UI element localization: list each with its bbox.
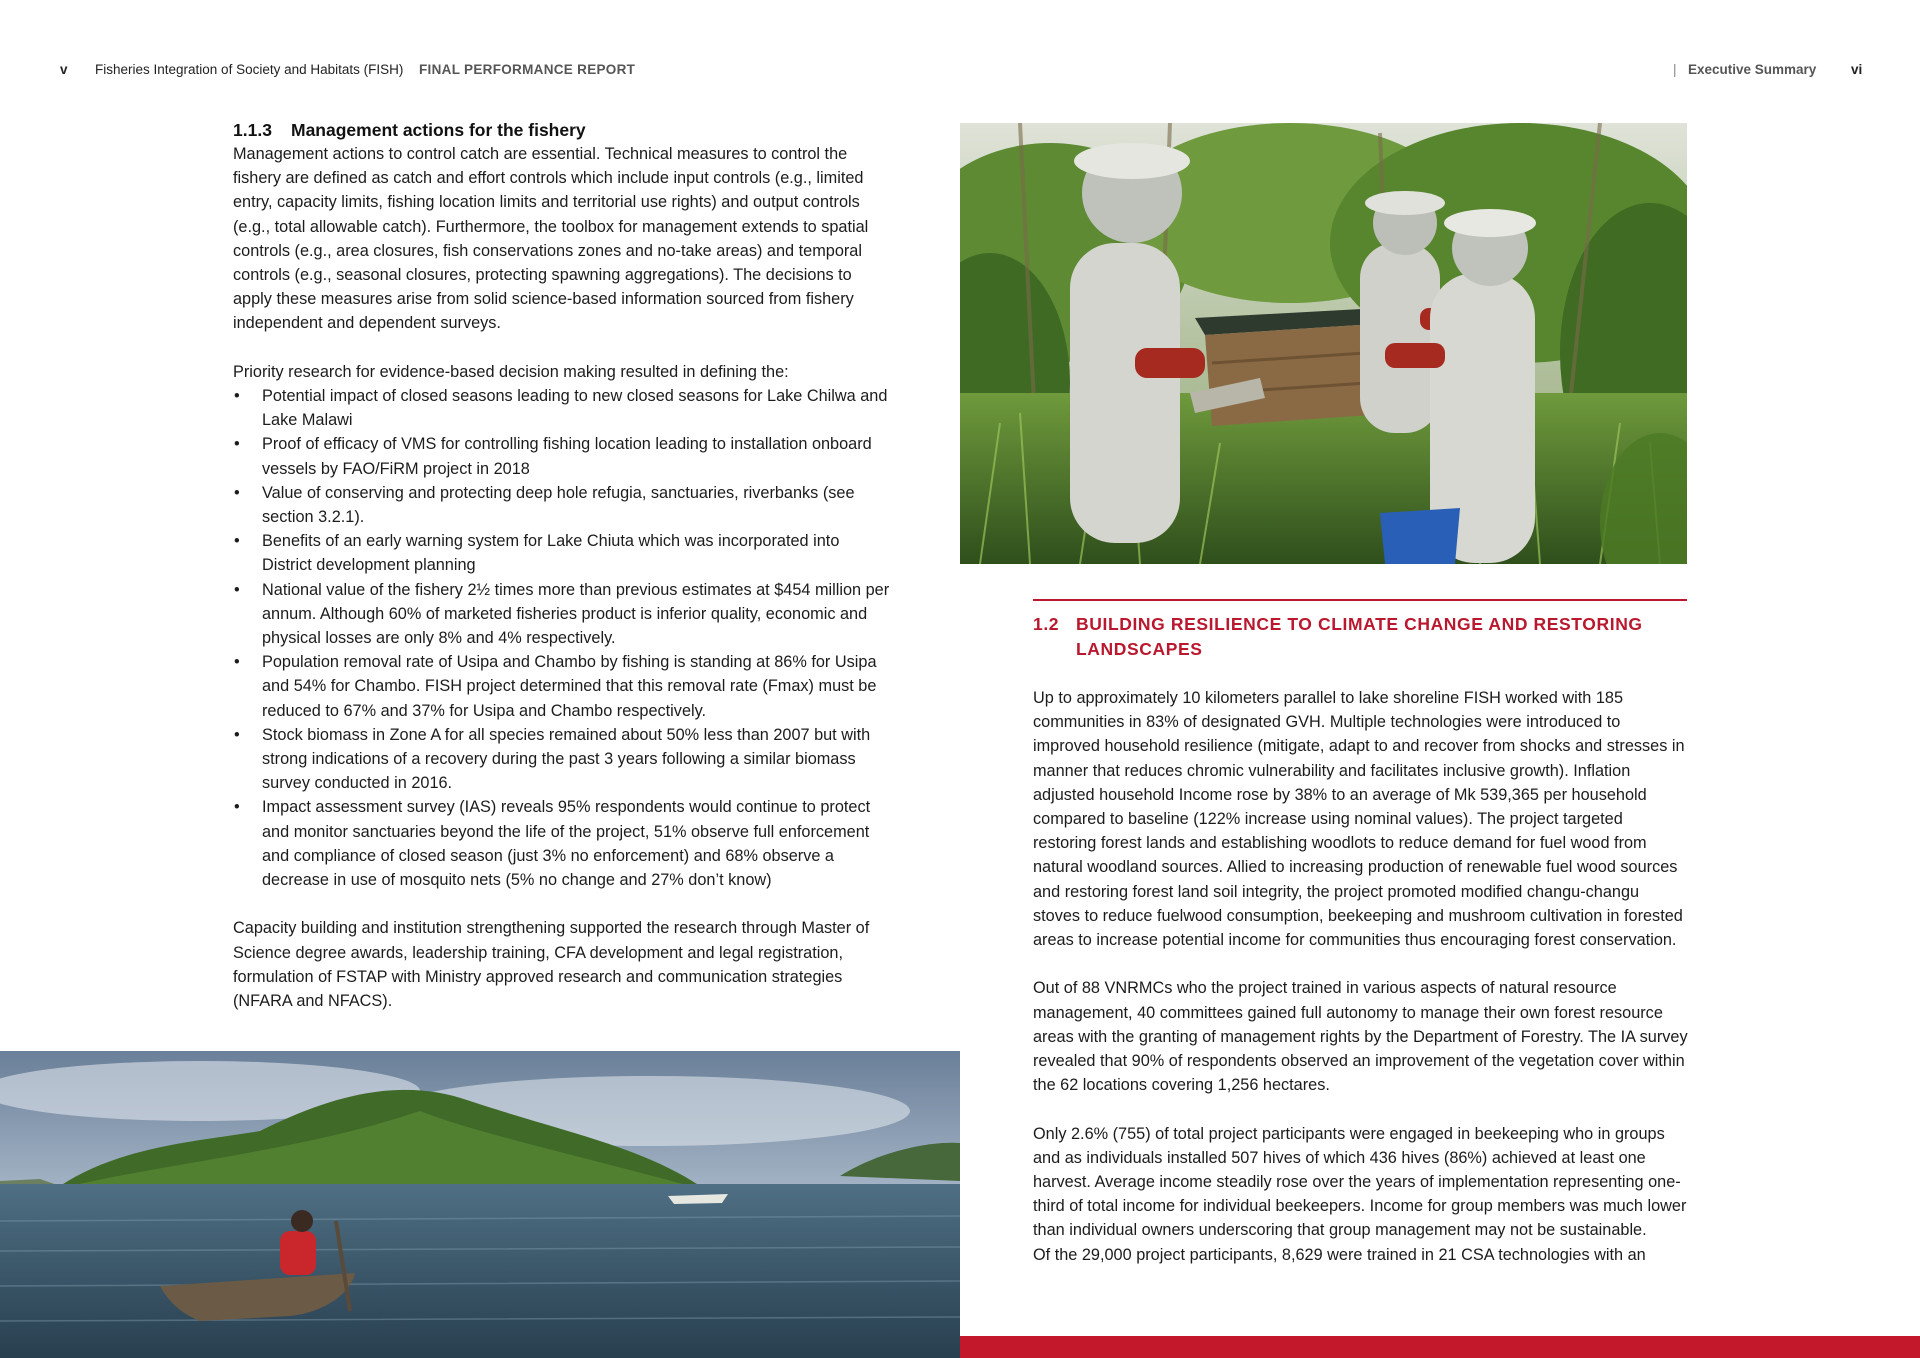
left-column <box>233 118 893 1013</box>
section-number: 1.2 <box>1033 614 1060 634</box>
paragraph-vnrmcs: Out of 88 VNRMCs who the project trained in various aspects of natural resource management, 40 committees gained full autonomy to manage their own forest resource areas with the granting of management rights by the Department of Forestry. The IA survey revealed that 90% of respondents observed an improvement of the vegetation cover within the 62 locations covering 1,256 hectares. <box>1033 979 1688 1095</box>
paragraph-beekeeping: Only 2.6% (755) of total project participants were engaged in beekeeping who in groups and as individuals installed 507 hives of which 436 hives (86%) achieved at least one harvest. Average income steadily rose over the years of implementation representing one-third of total income for individual beekeepers. Income for group members was much lower than individual owners underscoring that group management may not be sustainable. <box>1033 1124 1687 1240</box>
bullet-item: • National value of the fishery 2½ times more than previous estimates at $454 million per annum. Although 60% of marketed fisheries product is inferior quality, economic and physical losses are only 8% and 4% respectively. <box>233 578 893 651</box>
header-separator: | <box>1673 62 1677 77</box>
paragraph-capacity-building: Capacity building and institution strengthening supported the research through Master of Science degree awards, leadership training, CFA development and legal registration, formulation of FSTAP with Ministry approved research and communication strategies (NFARA and NFACS). <box>233 919 870 1011</box>
bullet-item: • Value of conserving and protecting deep hole refugia, sanctuaries, riverbanks (see section 3.2.1). <box>233 481 893 529</box>
section-heading-1-1-3 <box>233 118 893 142</box>
bullet-item: • Proof of efficacy of VMS for controlling fishing location leading to installation onboard vessels by FAO/FiRM project in 2018 <box>233 432 893 480</box>
bullet-item: • Stock biomass in Zone A for all species remained about 50% less than 2007 but with strong indications of a recovery during the past 3 years following a similar biomass survey conducted in 2016. <box>233 723 893 796</box>
research-bullet-list <box>233 384 893 892</box>
paragraph-resilience: Up to approximately 10 kilometers parallel to lake shoreline FISH worked with 185 communities in 83% of designated GVH. Multiple technologies were introduced to improved household resilience (mitigate, adapt to and recover from shocks and stresses in manner that reduces chromic vulnerability and facilitates inclusive growth). Inflation adjusted household Income rose by 38% to an average of Mk 539,365 per household compared to baseline (122% increase using nominal values). The project targeted restoring forest lands and establishing woodlots to reduce demand for fuel wood from natural woodland sources. Allied to increasing production of renewable fuel wood sources and restoring forest land soil integrity, the project promoted modified changu-changu stoves to reduce fuelwood consumption, beekeeping and mushroom cultivation in forested areas to increase potential income for communities thus encouraging forest conservation. <box>1033 689 1685 950</box>
bullet-item: • Impact assessment survey (IAS) reveals 95% respondents would continue to protect and monitor sanctuaries beyond the life of the project, 51% observe full enforcement and compliance of closed season (just 3% no enforcement) and 68% observe a decrease in use of mosquito nets (5% no change and 27% don’t know) <box>233 795 893 892</box>
section-heading-1-2 <box>1033 612 1693 662</box>
bullet-item: • Population removal rate of Usipa and Chambo by fishing is standing at 86% for Usipa and 54% for Chambo. FISH project determined that this removal rate (Fmax) must be reduced to 67% and 37% for Usipa and Chambo respectively. <box>233 650 893 723</box>
bullet-item: • Benefits of an early warning system for Lake Chiuta which was incorporated into District development planning <box>233 529 893 577</box>
paragraph-csa-technologies: Of the 29,000 project participants, 8,629 were trained in 21 CSA technologies with an <box>1033 1245 1646 1264</box>
footer-accent-bar <box>960 1336 1920 1358</box>
paragraph-management-actions: Management actions to control catch are essential. Technical measures to control the fishery are defined as catch and effort controls which include input controls (e.g., limited entry, capacity limits, fishing location limits and territorial use rights) and output controls (e.g., total allowable catch). Furthermore, the toolbox for management extends to spatial controls (e.g., area closures, fish conservations zones and no-take areas) and temporal controls (e.g., seasonal closures, protecting spawning aggregations). The decisions to apply these measures arise from solid science-based information sourced from fishery independent and dependent surveys. <box>233 145 869 333</box>
right-page-number: vi <box>1851 62 1863 77</box>
left-page-number: v <box>60 62 68 77</box>
right-column <box>1033 686 1688 1267</box>
section-title: Management actions for the fishery <box>291 120 586 140</box>
section-number: 1.1.3 <box>233 120 272 140</box>
report-title: Fisheries Integration of Society and Habitats (FISH) <box>95 62 404 77</box>
beekeepers-photo <box>960 123 1687 564</box>
paragraph-priority-research: Priority research for evidence-based decision making resulted in defining the: <box>233 362 789 381</box>
bullet-item: • Potential impact of closed seasons leading to new closed seasons for Lake Chilwa and Lake Malawi <box>233 384 893 432</box>
report-type: FINAL PERFORMANCE REPORT <box>419 62 636 77</box>
lake-canoe-photo <box>0 1051 960 1358</box>
section-title: BUILDING RESILIENCE TO CLIMATE CHANGE AND RESTORING LANDSCAPES <box>1076 614 1643 659</box>
section-name: Executive Summary <box>1688 62 1817 77</box>
section-divider-rule <box>1033 599 1687 601</box>
